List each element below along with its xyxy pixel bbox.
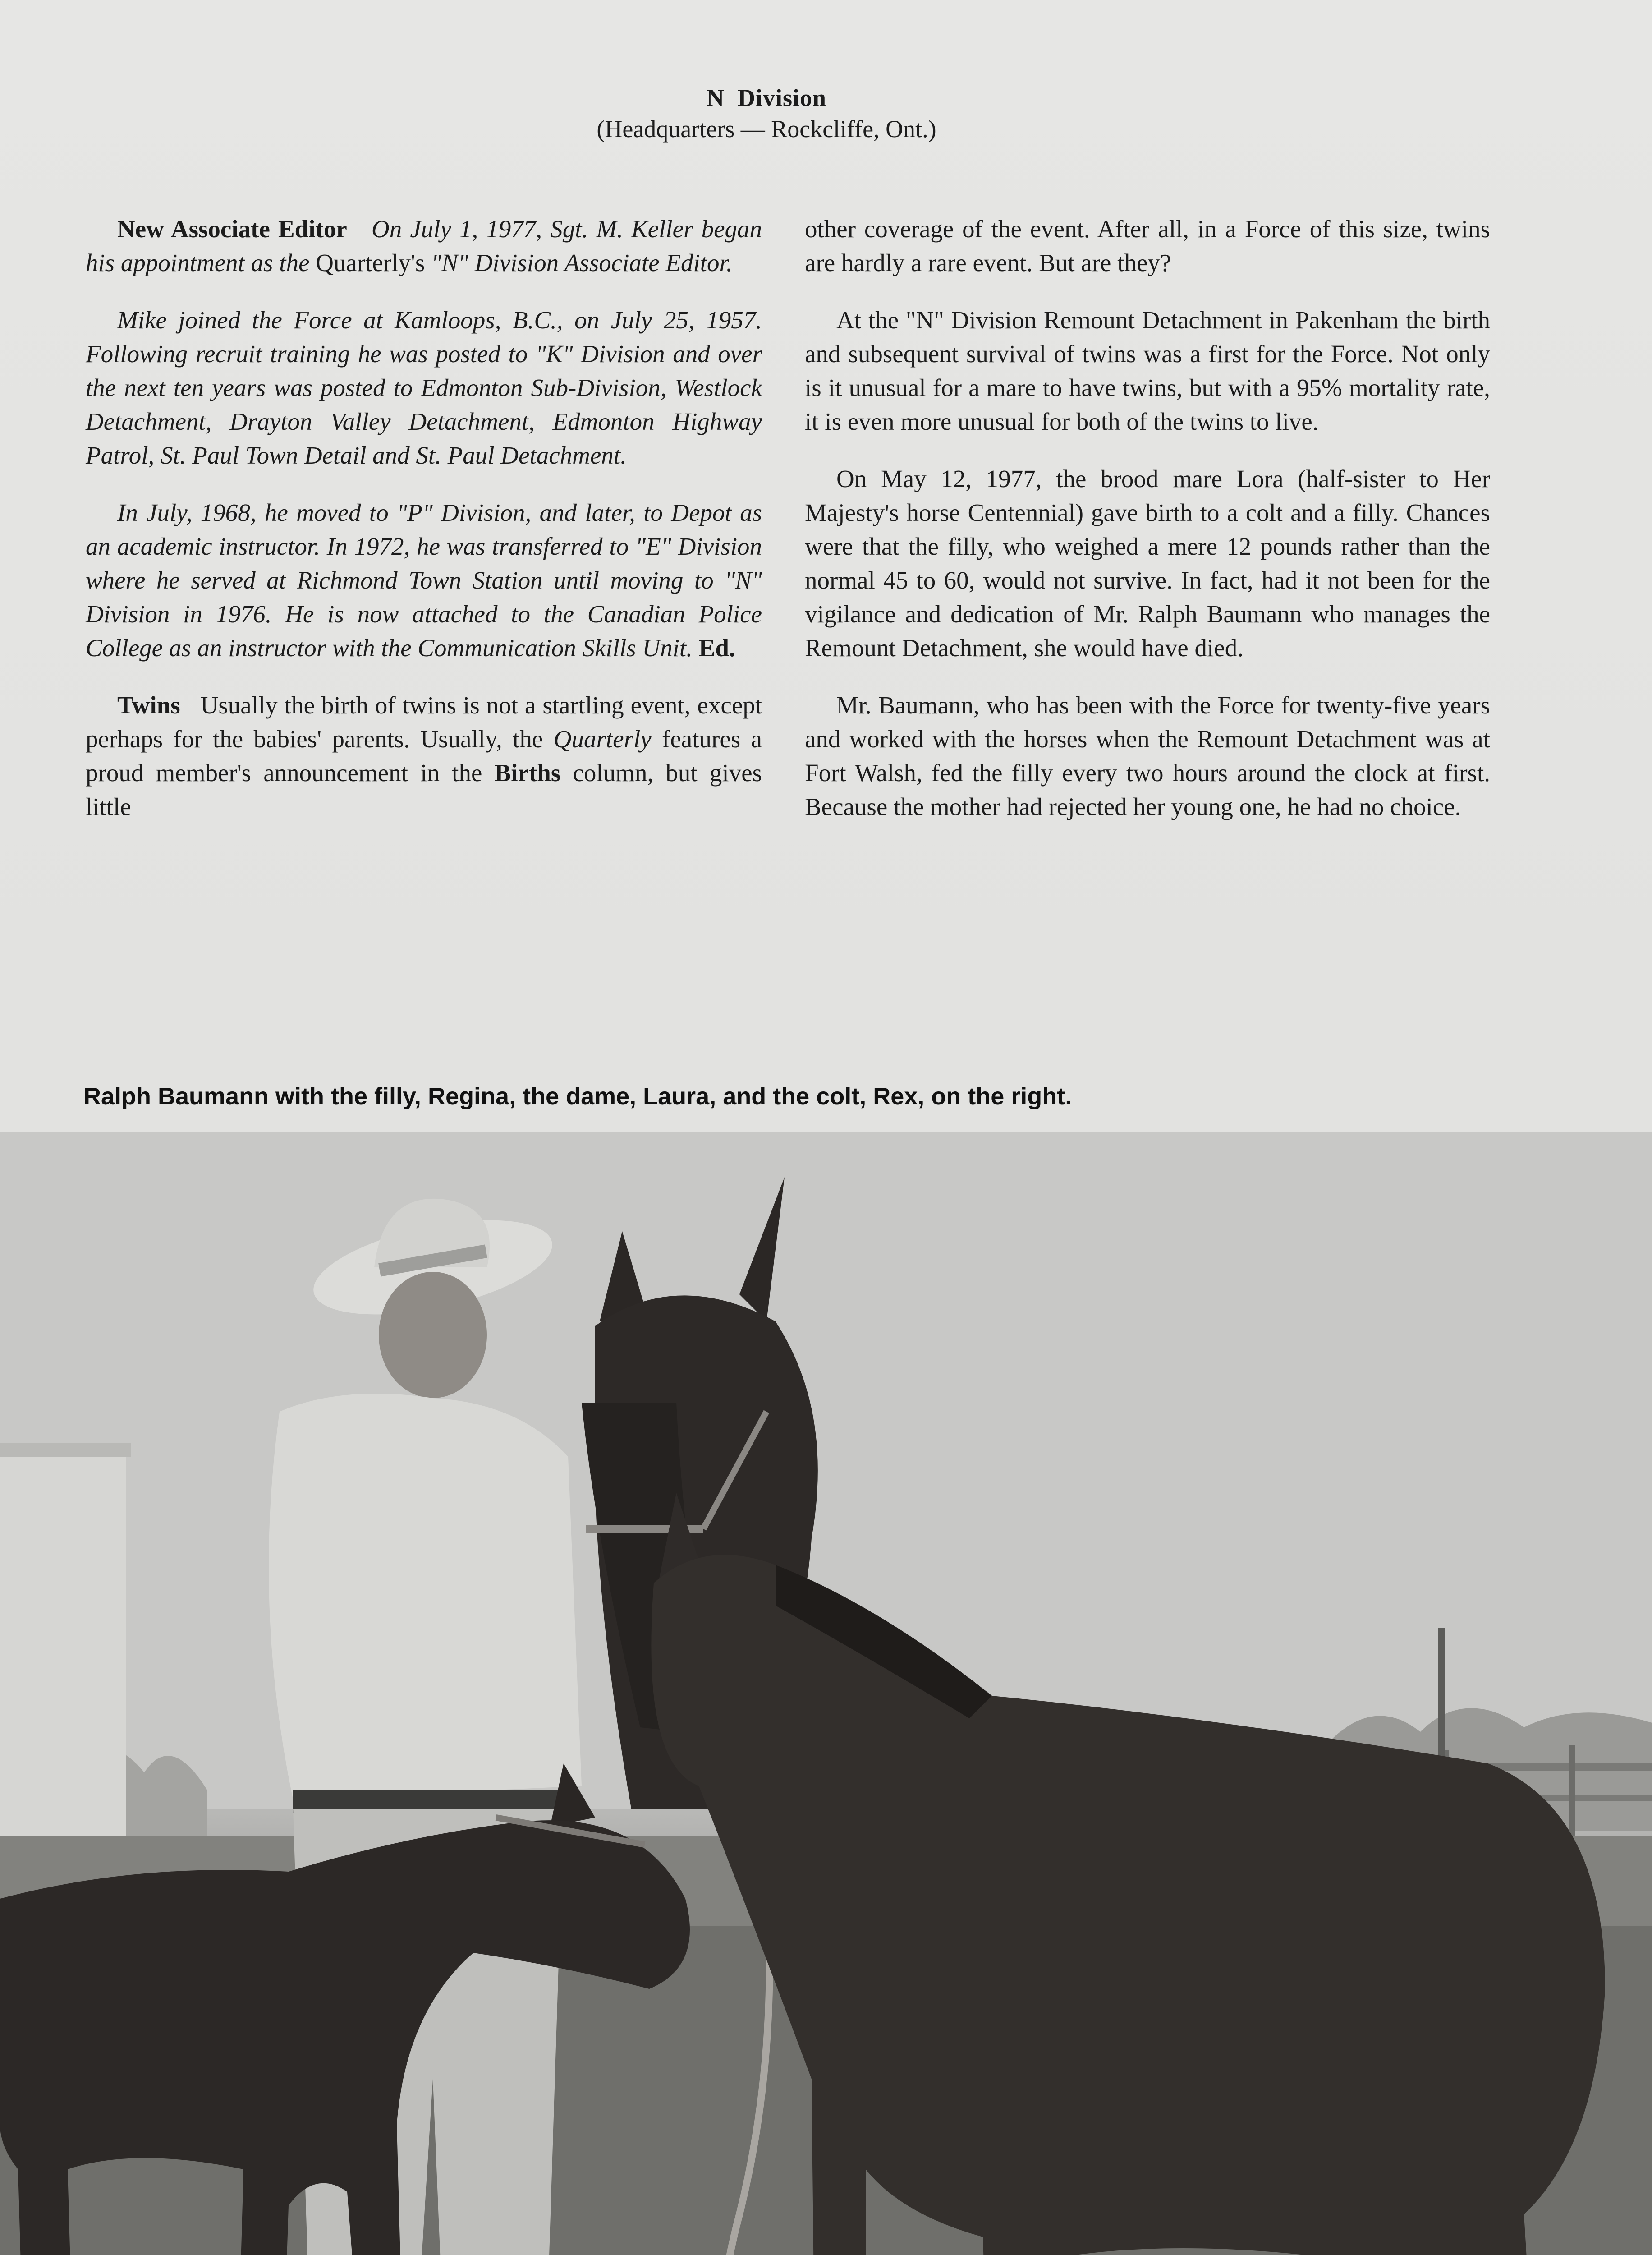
- left-column: [86, 212, 762, 847]
- twins-births: Births: [494, 759, 561, 787]
- twins-text-a: Usually the birth of twins is not a startling event, except perhaps for the babies' parents. Usually, the: [86, 691, 762, 753]
- twins-intro: [86, 688, 762, 824]
- right-column: [805, 212, 1490, 847]
- twins-baumann: Mr. Baumann, who has been with the Force for twenty-five years and worked with the horses when the Remount Detachment was at Fort Walsh, fed the filly every two hours around the clock at first. Because the mother had rejected her young one, he had no choice.: [805, 691, 1490, 820]
- twins-birth-story: On May 12, 1977, the brood mare Lora (half-sister to Her Majesty's horse Centennial) gave birth to a colt and a filly. Chances were that the filly, who weighed a mere 12 pounds rather than the normal 45 to 60, would not survive. In fact, had it not been for the vigilance and dedication of Mr. Ralph Baumann who manages the Remount Detachment, she would have died.: [805, 465, 1490, 662]
- associate-editor-intro: [86, 212, 762, 280]
- associate-editor-career: Mike joined the Force at Kamloops, B.C., on July 25, 1957. Following recruit training he was posted to "K" Division and over the next ten years was posted to Edmonton Sub-Division, Westlock Detachment, Drayton Valley Detachment, Edmonton Highway Patrol, St. Paul Town Detail and St. Paul Detachment.: [86, 306, 762, 469]
- associate-editor-current-text: In July, 1968, he moved to "P" Division, and later, to Depot as an academic instructor. In 1972, he was transferred to "E" Division where he served at Richmond Town Station until moving to "N" Division in 1976. He is now attached to the Canadian Police College as an instructor with the Communication Skills Unit.: [86, 499, 762, 662]
- division-header: [496, 83, 1037, 146]
- headquarters-line: (Headquarters — Rockcliffe, Ont.): [597, 115, 936, 143]
- editor-signature: Ed.: [698, 634, 735, 662]
- horses-photo: [0, 1132, 1652, 2255]
- photo-caption: Ralph Baumann with the filly, Regina, the dame, Laura, and the colt, Rex, on the right.: [83, 1083, 1072, 1110]
- associate-editor-current: [86, 496, 762, 665]
- division-title: N Division: [706, 84, 827, 111]
- twins-text-b: features a proud member's announcement in the: [86, 725, 762, 787]
- twins-remount: At the "N" Division Remount Detachment in Pakenham the birth and subsequent survival of twins was a first for the Force. Not only is it unusual for a mare to have twins, but with a 95% mortality rate, it is even more unusual for both of the twins to live.: [805, 306, 1490, 435]
- twins-continued: other coverage of the event. After all, in a Force of this size, twins are hardly a rare event. But are they?: [805, 215, 1490, 276]
- twins-quarterly: Quarterly: [553, 725, 652, 753]
- fence-post: [1438, 1628, 1446, 1772]
- associate-editor-quarterly: Quarterly's: [316, 249, 425, 276]
- twins-heading: Twins: [117, 691, 180, 719]
- barn: [0, 1448, 126, 1863]
- associate-editor-heading: New Associate Editor: [117, 215, 347, 243]
- associate-editor-text-b: "N" Division Associate Editor.: [431, 249, 733, 276]
- twins-text-c: column, but gives little: [86, 759, 762, 820]
- associate-editor-text-a: On July 1, 1977, Sgt. M. Keller began his appointment as the: [86, 215, 762, 276]
